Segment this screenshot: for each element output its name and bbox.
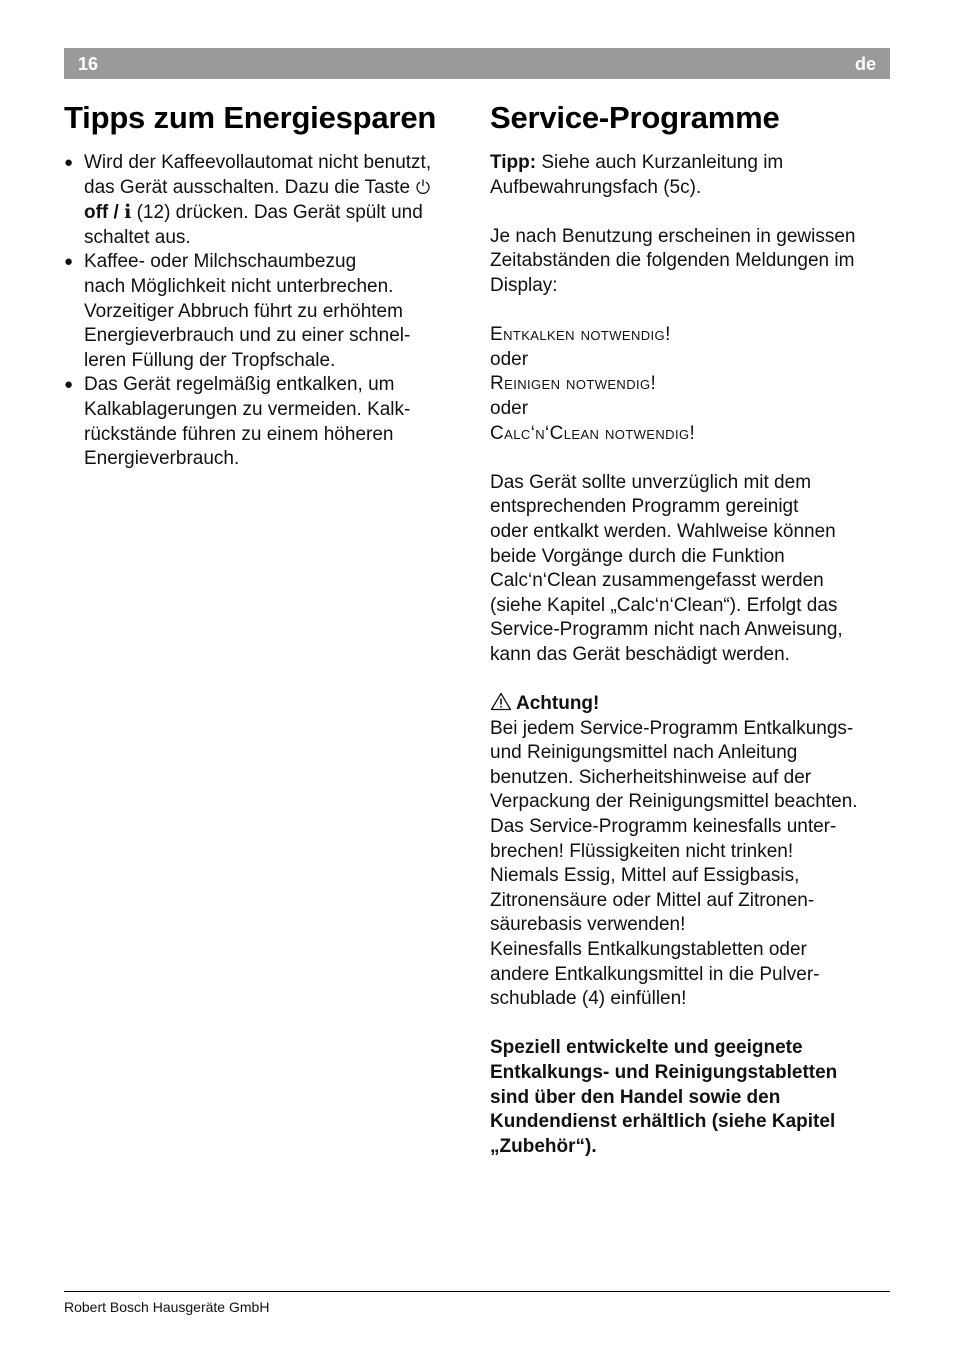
section-title-service: Service-Programme (490, 100, 780, 135)
footer-divider (64, 1291, 890, 1292)
list-item: ● Das Gerät regelmäßig entkalken, um Kalkablagerungen zu vermeiden. Kalk- rückstände führen zu einem höheren Energieverbrauch. (64, 373, 464, 471)
energy-tips-column (64, 151, 464, 472)
service-column (490, 151, 890, 1159)
body-paragraph: Das Gerät sollte unverzüglich mit dem entsprechenden Programm gereinigt oder entkalkt werden. Wahlweise können beide Vorgänge durch die Funktion Calc‘n‘Clean zusammengefasst werden (siehe Kapitel „Calc‘n‘Clean“). Erfolgt das Service-Programm nicht nach Anweisung, kann das Gerät beschädigt werden. (490, 471, 843, 665)
message-calc-n-clean: Calc‘n‘Clean notwendig! (490, 422, 696, 444)
power-standby-icon (415, 178, 431, 194)
list-item: ● Wird der Kaffeevollautomat nicht benutzt, das Gerät ausschalten. Dazu die Taste off / i (12) drücken. Das Gerät spült und schaltet aus. (64, 151, 464, 250)
display-messages: Entkalken notwendig! oder Reinigen notwendig! oder Calc‘n‘Clean notwendig! (490, 323, 890, 446)
info-key-glyph: i (124, 201, 132, 224)
list-item: ● Kaffee- oder Milchschaumbezug nach Möglichkeit nicht unterbrechen. Vorzeitiger Abbruch führt zu erhöhtem Energieverbrauch und zu einer schnel- leren Füllung der Tropfschale. (64, 250, 464, 373)
energy-tips-list (64, 151, 464, 472)
intro-paragraph: Je nach Benutzung erscheinen in gewissen Zeitabständen die folgenden Meldungen im Display: (490, 225, 856, 296)
warning-title: Achtung! (516, 693, 600, 715)
header-bar (64, 48, 890, 79)
warning-triangle-icon (490, 692, 512, 711)
section-title-energy: Tipps zum Energiesparen (64, 100, 437, 135)
page-number: 16 (78, 54, 99, 74)
message-descale: Entkalken notwendig! (490, 324, 671, 346)
message-clean: Reinigen notwendig! (490, 373, 657, 395)
tip-paragraph: Tipp: Siehe auch Kurzanleitung im Aufbewahrungsfach (5c). (490, 152, 784, 198)
accessories-note: Speziell entwickelte und geeignete Entkalkungs- und Reinigungstabletten sind über den Handel sowie den Kundendienst erhältlich (siehe Kapitel „Zubehör“). (490, 1037, 838, 1157)
language-code: de (854, 54, 876, 74)
warning-block: Achtung! Bei jedem Service-Programm Entkalkungs- und Reinigungsmittel nach Anleitung benutzen. Sicherheitshinweise auf der Verpackung der Reinigungsmittel beachten. Das Service-Programm keinesfalls unter- brechen! Flüssigkeiten nicht trinken! Niemals Essig, Mittel auf Essigbasis, Zitronensäure oder Mittel auf Zitronen- säurebasis verwenden! Keinesfalls Entkalkungstabletten oder andere Entkalkungsmittel in die Pulver- schublade (4) einfüllen! (490, 693, 858, 1010)
footer-company: Robert Bosch Hausgeräte GmbH (64, 1299, 270, 1315)
